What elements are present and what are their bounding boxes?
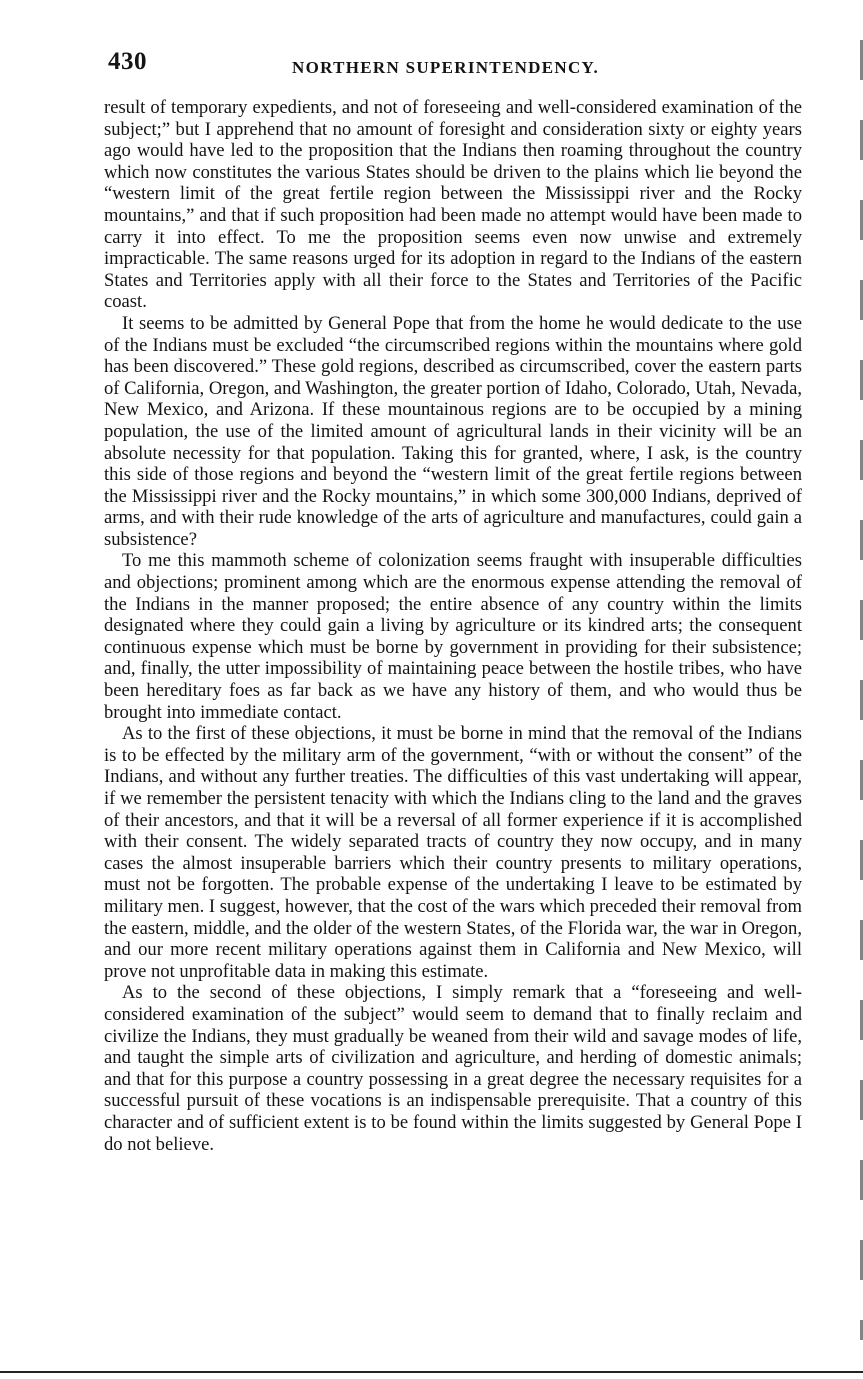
paragraph: It seems to be admitted by General Pope that from the home he would dedicate to the use of the Indians must be excluded “the circumscribed regions within the mountains where gold has been discovered.” These gold regions, described as circumscribed, cover the eastern parts of California, Oregon, and Washington, the greater portion of Idaho, Colorado, Utah, Nevada, New Mexico, and Arizona. If these mountainous regions are to be occupied by a mining population, the use of the limited amount of agricultural lands in their vicinity will be an absolute necessity for that population. Taking this for granted, where, I ask, is the country this side of those regions and beyond the “western limit of the great fertile regions between the Mississippi river and the Rocky mountains,” in which some 300,000 Indians, deprived of arms, and with their rude knowledge of the arts of agriculture and manufactures, could gain a subsistence? bbox=[104, 312, 802, 550]
scan-edge-bottom bbox=[0, 1371, 863, 1379]
paragraph-continued: result of temporary expedients, and not of foreseeing and well-considered examination of the subject;” but I apprehend that no amount of foresight and consideration sixty or eighty years ago would have led to the proposition that the Indians then roaming throughout the country which now constitutes the various States should be driven to the plains which lie beyond the “western limit of the great fertile region between the Mississippi river and the Rocky mountains,” and that if such proposition had been made no attempt would have been made to carry it into effect. To me the proposition seems even now unwise and extremely impracticable. The same reasons urged for its adoption in regard to the Indians of the eastern States and Territories apply with all their force to the States and Territories of the Pacific coast. bbox=[104, 97, 802, 313]
body-text bbox=[104, 97, 802, 1155]
paragraph: As to the second of these objections, I simply remark that a “foreseeing and well-considered examination of the subject” would seem to demand that to finally reclaim and civilize the Indians, they must gradually be weaned from their wild and savage modes of life, and taught the simple arts of civilization and agriculture, and herding of domestic animals; and that for this purpose a country possessing in a great degree the necessary requisites for a successful pursuit of these vocations is an indispensable prerequisite. That a country of this character and of sufficient extent is to be found within the limits suggested by General Pope I do not believe. bbox=[104, 982, 802, 1155]
page-header bbox=[108, 48, 808, 82]
paragraph: As to the first of these objections, it must be borne in mind that the removal of the Indians is to be effected by the military arm of the government, “with or without the consent” of the Indians, and without any further treaties. The difficulties of this vast undertaking will appear, if we remember the persistent tenacity with which the Indians cling to the land and the graves of their ancestors, and that it will be a reversal of all former experience if it is accomplished with their consent. The widely separated tracts of country they now occupy, and in many cases the almost insuperable barriers which their country presents to military operations, must not be forgotten. The probable expense of the undertaking I leave to be estimated by military men. I suggest, however, that the cost of the wars which preceded their removal from the eastern, middle, and the older of the western States, of the Florida war, the war in Oregon, and our more recent military operations against them in California and New Mexico, will prove not unprofitable data in making this estimate. bbox=[104, 723, 802, 982]
page-number: 430 bbox=[108, 48, 147, 75]
running-head: NORTHERN SUPERINTENDENCY. bbox=[292, 58, 600, 77]
paragraph: To me this mammoth scheme of colonization seems fraught with insuperable difficulties and objections; prominent among which are the enormous expense attending the removal of the Indians in the manner proposed; the entire absence of any country within the limits designated where they could gain a living by agriculture or its kindred arts; the consequent continuous expense which must be borne by government in providing for their subsistence; and, finally, the utter impossibility of maintaining peace between the hostile tribes, who have been hereditary foes as far back as we have any history of them, and who would thus be brought into immediate contact. bbox=[104, 550, 802, 723]
